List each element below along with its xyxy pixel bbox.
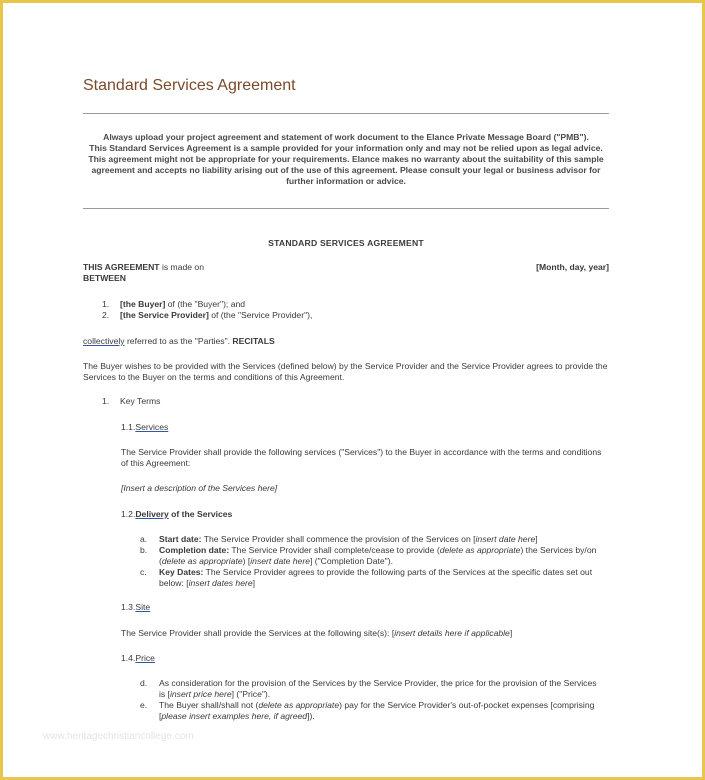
item-end: ] ("Price"). [231,689,271,699]
item-letter: d. [140,678,148,688]
subsection-label: Site [135,602,151,612]
item-plain: ) pay for the Service Provider's out-of-pocket expenses [comprising [ [159,700,595,721]
party-item [102,299,245,310]
section-number: 1. [102,396,110,406]
agreement-bold: THIS AGREEMENT [83,262,160,272]
item-letter: a. [140,534,148,544]
item-end: ]). [307,711,315,721]
watermark-text: www.heritagechristiancollege.com [43,731,194,742]
document-title: Standard Services Agreement [83,77,296,94]
item-italic: insert price here [169,689,232,699]
item-bold: Start date: [159,534,202,544]
subsection-delivery [121,509,232,520]
subsection-site [121,602,150,613]
party-item [102,310,312,321]
item-italic: please insert examples here, if agreed [161,711,308,721]
collectively-word: collectively [83,336,125,346]
item-italic: insert date here [475,534,536,544]
services-placeholder: [Insert a description of the Services here] [121,483,278,493]
section-key-terms [102,396,160,407]
item-text [159,545,604,567]
item-letter: c. [140,567,147,577]
notice-line-2: This Standard Services Agreement is a sample provided for your information only and may not be relied upon as legal advice. This agreement might not be appropriate for your requirements. Elance makes no warranty about the suitability of this sample agreement and accepts no liability arising out of the use of this agreement. Please consult your legal or business advisor for further information or advice. [88,143,604,186]
site-italic: insert details here if applicable [394,628,510,638]
recitals-label: RECITALS [232,336,275,346]
notice-block [83,132,609,187]
item-letter: e. [140,700,148,710]
delivery-item-b [140,545,609,567]
item-bold: Completion date: [159,545,230,555]
item-end: ] ("Completion Date"). [309,556,393,566]
agreement-rest: is made on [159,262,204,272]
item-italic: delete as appropriate [161,556,243,566]
item-end: ] [535,534,538,544]
party-rest: of (the "Service Provider"), [208,310,313,320]
subsection-label: Price [135,653,155,663]
subsection-label: Services [135,422,169,432]
item-plain: The Service Provider agrees to provide the following parts of the Services at the specific dates set out below: [ [159,567,593,588]
delivery-item-c [140,567,609,589]
price-item-e [140,700,609,722]
party-number: 2. [102,310,110,320]
item-bold: Key Dates: [159,567,204,577]
party-number: 1. [102,299,110,309]
site-plain: The Service Provider shall provide the Services at the following site(s): [ [121,628,395,638]
item-plain: As consideration for the provision of the Services by the Service Provider, the price for the provision of the Services is [ [159,678,597,699]
subsection-label-rest: of the Services [168,509,233,519]
subsection-services [121,422,168,433]
subsection-number: 1.3. [121,602,136,612]
collectively-line [83,336,609,347]
section-label: Key Terms [120,396,161,406]
subsection-number: 1.1. [121,422,136,432]
notice-line-1: Always upload your project agreement and statement of work document to the Elance Private Message Board ("PMB"). [103,132,589,142]
item-plain: The Service Provider shall commence the provision of the Services on [ [201,534,476,544]
item-italic: delete as appropriate [258,700,340,710]
item-italic: insert dates here [188,578,253,588]
item-italic: insert date here [250,556,310,566]
item-italic: delete as appropriate [439,545,521,555]
price-item-d [140,678,609,700]
item-plain: The Service Provider shall complete/cease to provide ( [229,545,440,555]
document-page [3,3,702,777]
subsection-number: 1.4. [121,653,136,663]
site-end: ] [509,628,513,638]
title-divider [83,113,609,114]
delivery-item-a [140,534,609,545]
item-plain: ) [ [242,556,251,566]
subsection-number: 1.2. [121,509,136,519]
agreement-heading: STANDARD SERVICES AGREEMENT [268,238,424,248]
subsection-label: Delivery [135,509,169,519]
collectively-rest: referred to as the "Parties". [124,336,233,346]
item-text [159,567,604,589]
intro-paragraph: The Buyer wishes to be provided with the Services (defined below) by the Service Provider and the Service Provider agrees to provide the Services to the Buyer on the terms and conditions of this Agreement. [83,361,608,382]
item-plain: The Buyer shall/shall not ( [159,700,259,710]
date-placeholder: [Month, day, year] [536,262,609,272]
item-text [159,534,604,545]
services-paragraph: The Service Provider shall provide the following services ("Services") to the Buyer in accordance with the terms and conditions of this Agreement: [121,447,602,468]
agreement-line [83,262,609,273]
item-text [159,678,604,700]
between-label: BETWEEN [83,273,126,283]
item-plain: ) the Services by/on ( [159,545,597,566]
party-name: [the Service Provider] [120,310,209,320]
item-end: ] [252,578,256,588]
site-paragraph [121,628,609,639]
item-letter: b. [140,545,148,555]
party-name: [the Buyer] [120,299,166,309]
item-text [159,700,604,722]
notice-divider [83,208,609,209]
subsection-price [121,653,155,664]
party-rest: of (the "Buyer"); and [165,299,246,309]
